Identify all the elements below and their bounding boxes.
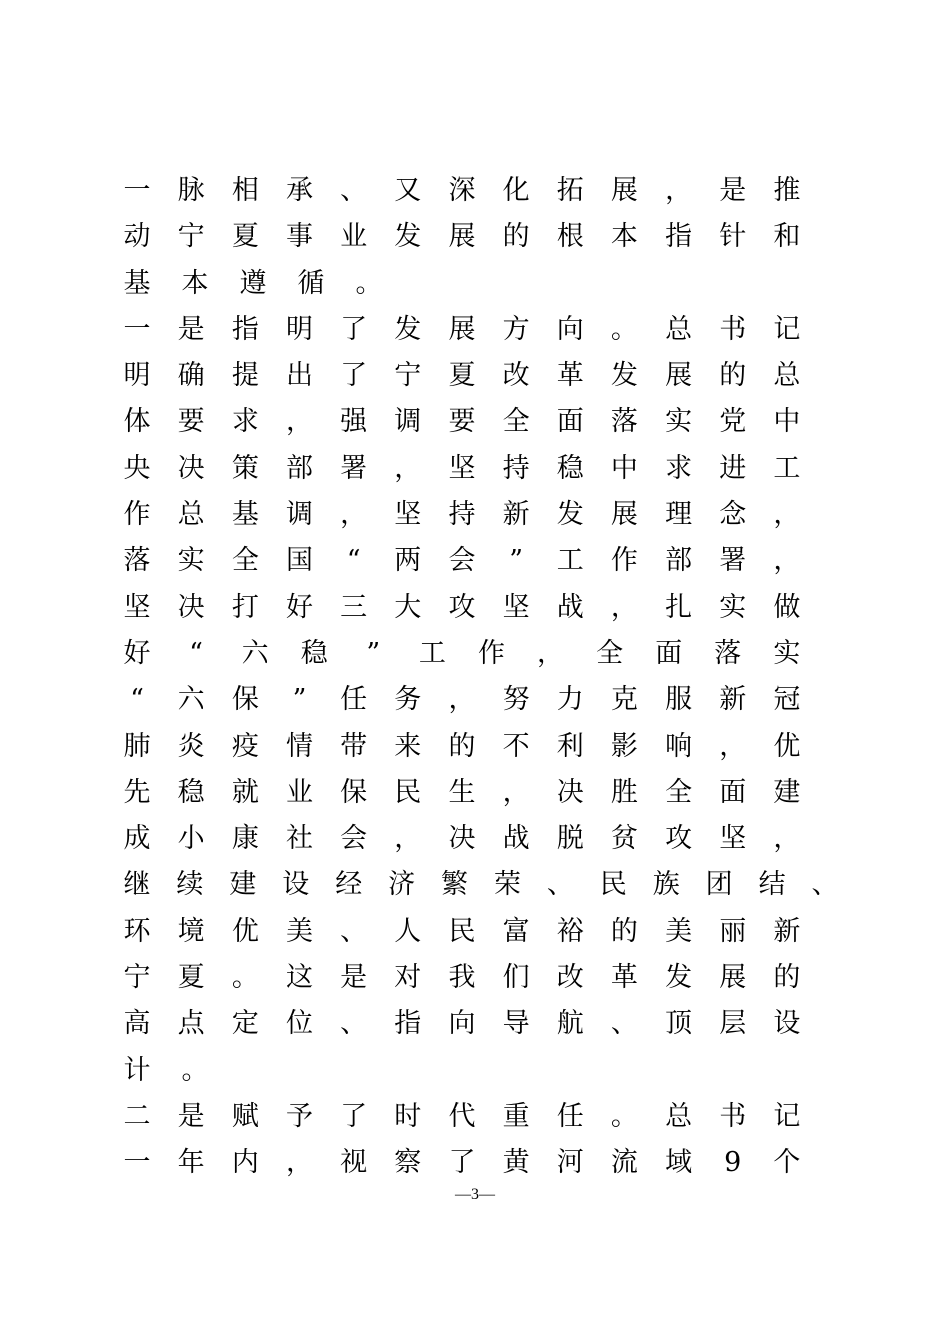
text-line: 作 总 基 调 ， 坚 持 新 发 展 理 念 ， xyxy=(123,499,801,531)
text-line: 肺 炎 疫 情 带 来 的 不 利 影 响 ， 优 xyxy=(123,730,801,762)
text-line: 坚 决 打 好 三 大 攻 坚 战 ， 扎 实 做 xyxy=(123,591,801,623)
text-line: 高 点 定 位 、 指 向 导 航 、 顶 层 设 xyxy=(123,1008,801,1040)
text-line: 明 确 提 出 了 宁 夏 改 革 发 展 的 总 xyxy=(123,360,801,392)
text-line: 一 年 内 ， 视 察 了 黄 河 流 域 9 个 xyxy=(123,1147,801,1179)
body-text xyxy=(122,168,842,1187)
text-line: 继 续 建 设 经 济 繁 荣 、 民 族 团 结 、 xyxy=(123,869,839,901)
page-number: —3— xyxy=(455,1186,495,1203)
text-line: 好 “ 六 稳 ” 工 作 ， 全 面 落 实 xyxy=(123,637,801,669)
text-line: 计 。 xyxy=(123,1054,209,1086)
text-line: 一 脉 相 承 、 又 深 化 拓 展 ， 是 推 xyxy=(123,175,801,206)
text-line: 先 稳 就 业 保 民 生 ， 决 胜 全 面 建 xyxy=(123,776,801,808)
text-line: 动 宁 夏 事 业 发 展 的 根 本 指 针 和 xyxy=(123,221,801,253)
text-line: 成 小 康 社 会 ， 决 战 脱 贫 攻 坚 ， xyxy=(123,823,801,855)
text-line: 一 是 指 明 了 发 展 方 向 。 总 书 记 xyxy=(123,313,801,345)
text-line: 落 实 全 国 “ 两 会 ” 工 作 部 署 ， xyxy=(123,545,801,577)
text-line: 基 本 遵 循 。 xyxy=(123,267,383,299)
text-line: “ 六 保 ” 任 务 ， 努 力 克 服 新 冠 xyxy=(130,684,801,716)
text-line: 宁 夏 。 这 是 对 我 们 改 革 发 展 的 xyxy=(123,962,801,994)
text-line: 环 境 优 美 、 人 民 富 裕 的 美 丽 新 xyxy=(123,915,801,947)
text-line: 二 是 赋 予 了 时 代 重 任 。 总 书 记 xyxy=(123,1100,801,1132)
text-line: 央 决 策 部 署 ， 坚 持 稳 中 求 进 工 xyxy=(123,452,801,484)
text-line: 体 要 求 ， 强 调 要 全 面 落 实 党 中 xyxy=(123,406,801,438)
